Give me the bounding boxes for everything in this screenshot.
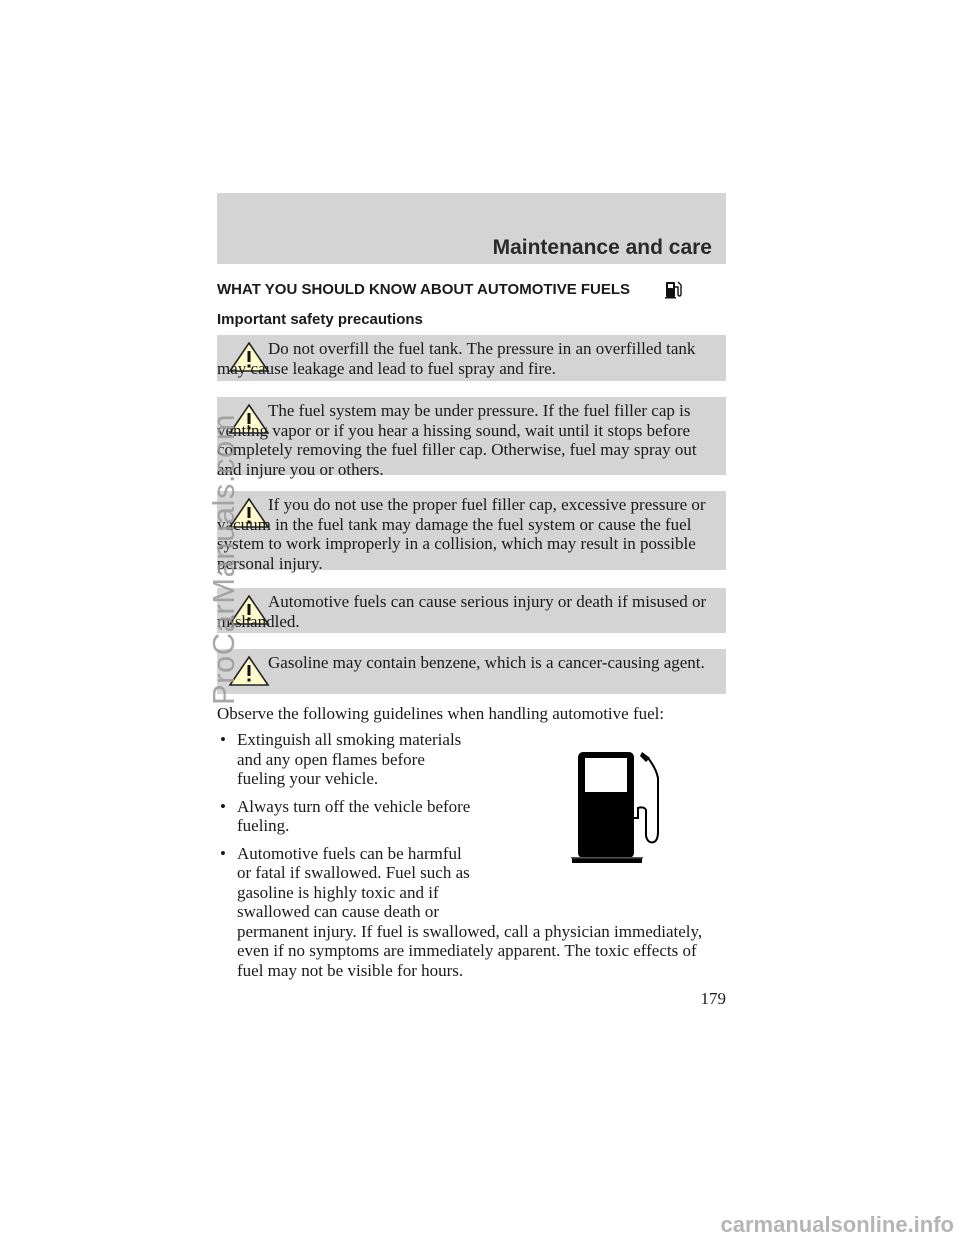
bottom-watermark: carmanualsonline.info: [720, 1212, 954, 1237]
chapter-title: Maintenance and care: [492, 236, 712, 259]
list-item-text: Automotive fuels can be harmful or fatal if swallowed. Fuel such as gasoline is highly toxic and if swallowed can cause death or: [237, 843, 470, 921]
list-item: [217, 730, 477, 789]
warning-box-5: [217, 649, 726, 694]
fuel-pump-illustration: [568, 748, 678, 866]
bullet-dot: •: [220, 796, 226, 816]
list-item-continuation: permanent injury. If fuel is swallowed, call a physician immediately, even if no symptoms are immediately apparent. The toxic effects of fuel may not be visible for hours.: [237, 921, 703, 980]
warning-text: Gasoline may contain benzene, which is a cancer-causing agent.: [268, 653, 705, 672]
subsection-title: Important safety precautions: [217, 311, 423, 328]
bullet-dot: •: [220, 843, 226, 863]
warning-text: If you do not use the proper fuel filler cap, excessive pressure or vacuum in the fuel tank may damage the fuel system or cause the fuel system to work improperly in a collision, which may result in possible personal injury.: [217, 495, 706, 573]
warning-box-1: [217, 335, 726, 381]
warning-text: The fuel system may be under pressure. If the fuel filler cap is venting vapor or if you hear a hissing sound, wait until it stops before completely removing the fuel filler cap. Otherwise, fuel may spray out and injure you or others.: [217, 401, 697, 479]
bullet-dot: •: [220, 730, 226, 749]
warning-box-3: [217, 491, 726, 573]
fuel-pump-icon: [664, 279, 682, 299]
list-item-text: Always turn off the vehicle before fueling.: [237, 796, 471, 835]
section-title: WHAT YOU SHOULD KNOW ABOUT AUTOMOTIVE FUELS: [217, 281, 631, 298]
guidelines-intro: Observe the following guidelines when handling automotive fuel:: [217, 704, 665, 723]
warning-text: Do not overfill the fuel tank. The pressure in an overfilled tank may cause leakage and lead to fuel spray and fire.: [217, 339, 696, 378]
list-item-text: Extinguish all smoking materials and any open flames before fueling your vehicle.: [237, 730, 462, 788]
page-number: 179: [700, 989, 726, 1008]
warning-text: Automotive fuels can cause serious injury or death if misused or mishandled.: [217, 592, 707, 631]
warning-box-2: [217, 397, 726, 479]
side-watermark: ProCarManuals.com: [206, 413, 241, 705]
list-item: [217, 797, 477, 836]
chapter-header: [217, 193, 726, 264]
warning-box-4: [217, 588, 726, 633]
